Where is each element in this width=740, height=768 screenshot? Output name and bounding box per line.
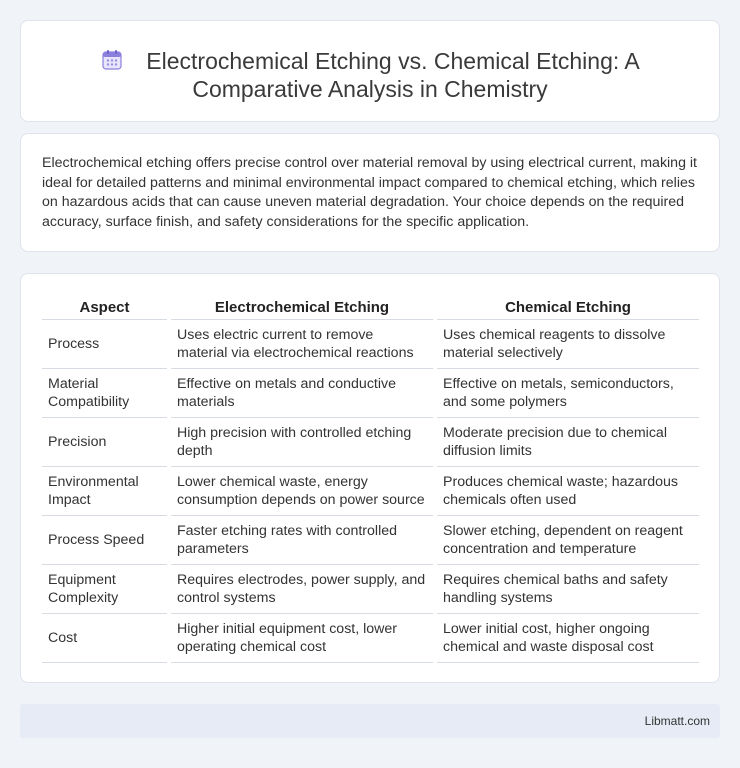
footer-brand-link[interactable]: Libmatt.com <box>644 714 710 728</box>
row-electrochemical: Higher initial equipment cost, lower operating chemical cost <box>169 613 435 662</box>
row-electrochemical: Faster etching rates with controlled parameters <box>169 515 435 564</box>
table-row <box>42 417 699 466</box>
title-line-1: Electrochemical Etching vs. Chemical Etching: A <box>146 48 640 74</box>
row-chemical: Slower etching, dependent on reagent concentration and temperature <box>435 515 699 564</box>
row-electrochemical: Effective on metals and conductive materials <box>169 368 435 417</box>
table-row <box>42 515 699 564</box>
row-chemical: Uses chemical reagents to dissolve material selectively <box>435 319 699 368</box>
table-row <box>42 368 699 417</box>
footer-bar <box>20 704 720 738</box>
row-aspect: Material Compatibility <box>42 368 169 417</box>
comparison-table-card <box>20 273 720 683</box>
row-aspect: Process <box>42 319 169 368</box>
page-title <box>21 47 719 103</box>
row-aspect: Precision <box>42 417 169 466</box>
calendar-icon <box>100 48 124 72</box>
table-row <box>42 319 699 368</box>
header-chemical: Chemical Etching <box>435 295 699 319</box>
table-header-row <box>42 295 699 319</box>
row-chemical: Produces chemical waste; hazardous chemicals often used <box>435 466 699 515</box>
header-aspect: Aspect <box>42 295 169 319</box>
header-electrochemical: Electrochemical Etching <box>169 295 435 319</box>
row-chemical: Requires chemical baths and safety handling systems <box>435 564 699 613</box>
row-electrochemical: Uses electric current to remove material via electrochemical reactions <box>169 319 435 368</box>
row-electrochemical: High precision with controlled etching depth <box>169 417 435 466</box>
table-row <box>42 613 699 662</box>
row-aspect: Process Speed <box>42 515 169 564</box>
row-chemical: Lower initial cost, higher ongoing chemical and waste disposal cost <box>435 613 699 662</box>
row-aspect: Equipment Complexity <box>42 564 169 613</box>
row-chemical: Effective on metals, semiconductors, and some polymers <box>435 368 699 417</box>
row-aspect: Environmental Impact <box>42 466 169 515</box>
row-electrochemical: Requires electrodes, power supply, and control systems <box>169 564 435 613</box>
table-row <box>42 466 699 515</box>
summary-text: Electrochemical etching offers precise control over material removal by using electrical current, making it ideal for detailed patterns and minimal environmental impact compared to chemical etching, which relies on hazardous acids that can cause uneven material degradation. Your choice depends on the required accuracy, surface finish, and safety considerations for the specific application. <box>42 155 698 230</box>
title-line-2: Comparative Analysis in Chemistry <box>192 76 548 102</box>
title-card <box>20 20 720 122</box>
row-chemical: Moderate precision due to chemical diffusion limits <box>435 417 699 466</box>
row-aspect: Cost <box>42 613 169 662</box>
comparison-table <box>42 295 699 663</box>
row-electrochemical: Lower chemical waste, energy consumption depends on power source <box>169 466 435 515</box>
table-row <box>42 564 699 613</box>
summary-card <box>20 133 720 252</box>
